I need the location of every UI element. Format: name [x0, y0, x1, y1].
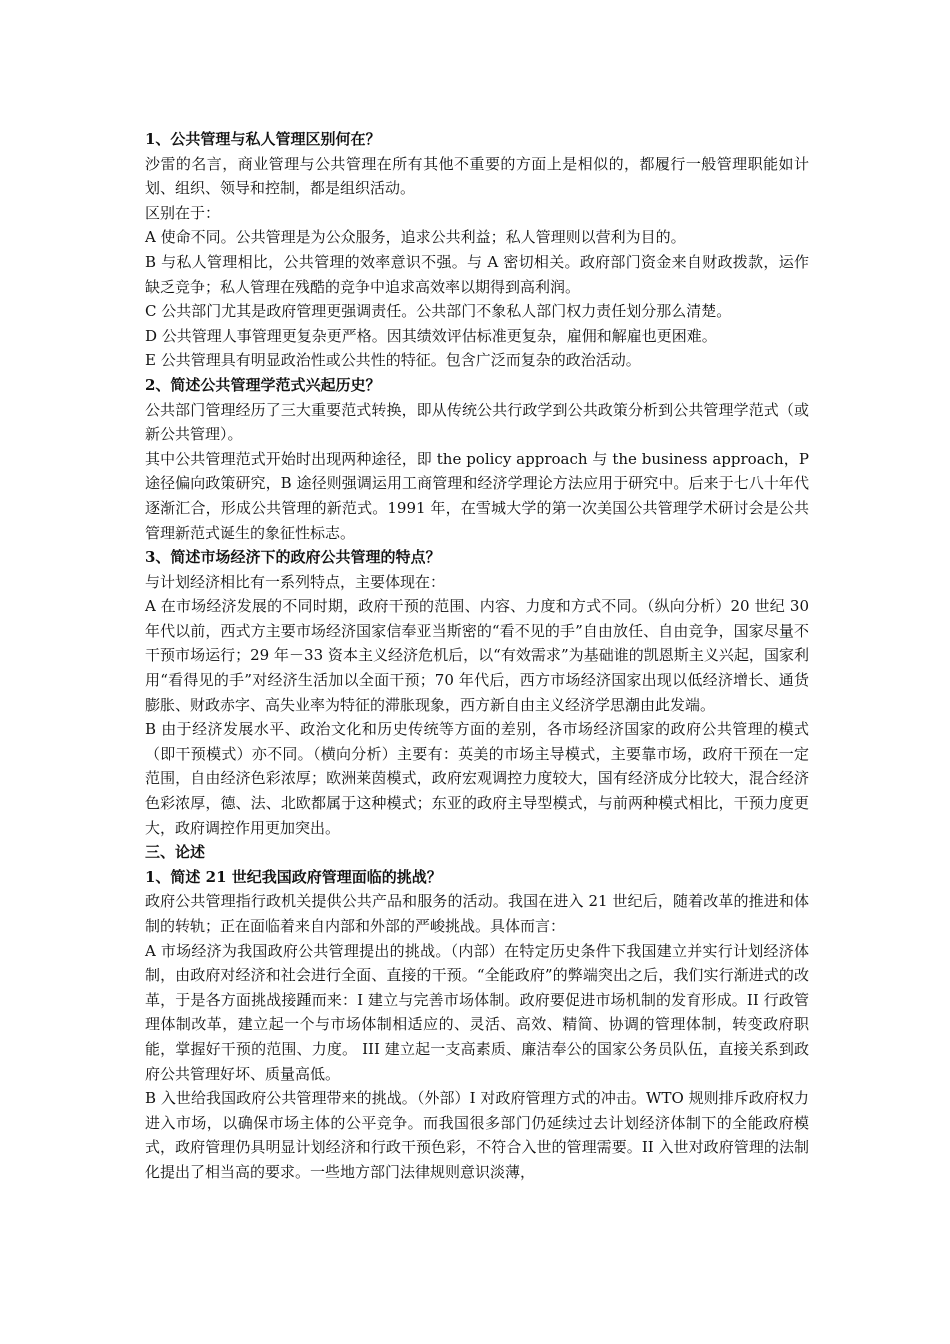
paragraph: B 与私人管理相比，公共管理的效率意识不强。与 A 密切相关。政府部门资金来自财政拨款，运作缺乏竞争；私人管理在残酷的竞争中追求高效率以期得到高利润。 — [145, 252, 809, 296]
paragraph: 其中公共管理范式开始时出现两种途径，即 the policy approach 与 the business approach，P 途径偏向政策研究，B 途径则强调运用工商管理和经济学理论方法应用于研究中。后来于七八十年代逐渐汇合，形成公共管理的新范式。1991 年，在雪城大学的第一次美国公共管理学术研讨会是公共管理新范式诞生的象征性标志。 — [145, 449, 809, 542]
paragraph: 公共部门管理经历了三大重要范式转换，即从传统公共行政学到公共政策分析到公共管理学范式（或新公共管理）。 — [145, 400, 809, 444]
paragraph: 与计划经济相比有一系列特点，主要体现在： — [145, 572, 446, 591]
paragraph: 沙雷的名言，商业管理与公共管理在所有其他不重要的方面上是相似的，都履行一般管理职能如计划、组织、领导和控制，都是组织活动。 — [145, 154, 809, 198]
section-heading: 1、简述 21 世纪我国政府管理面临的挑战？ — [145, 867, 442, 886]
section-heading: 2、简述公共管理学范式兴起历史？ — [145, 375, 381, 394]
part-heading: 三、论述 — [145, 843, 206, 862]
paragraph: C 公共部门尤其是政府管理更强调责任。公共部门不象私人部门权力责任划分那么清楚。 — [145, 302, 732, 321]
paragraph: 区别在于： — [145, 203, 221, 222]
paragraph: 政府公共管理指行政机关提供公共产品和服务的活动。我国在进入 21 世纪后，随着改革的推进和体制的转轨；正在面临着来自内部和外部的严峻挑战。具体而言： — [145, 892, 809, 935]
paragraph: B 由于经济发展水平、政治文化和历史传统等方面的差别，各市场经济国家的政府公共管理的模式（即干预模式）亦不同。（横向分析）主要有：英美的市场主导模式，主要靠市场，政府干预在一定范围，自由经济色彩浓厚；欧洲莱茵模式，政府宏观调控力度较大，国有经济成分比较大，混合经济色彩浓厚，德、法、北欧都属于这种模式；东亚的政府主导型模式，与前两种模式相比，干预力度更大，政府调控作用更加突出。 — [145, 720, 809, 837]
paragraph: A 市场经济为我国政府公共管理提出的挑战。（内部）在特定历史条件下我国建立并实行计划经济体制，由政府对经济和社会进行全面、直接的干预。“全能政府”的弊端突出之后，我们实行渐进式的改革，于是各方面挑战接踵而来：I 建立与完善市场体制。政府要促进市场机制的发育形成。II 行政管理体制改革，建立起一个与市场体制相适应的、灵活、高效、精简、协调的管理体制，转变政府职能，掌握好干预的范围、力度。 III 建立起一支高素质、廉洁奉公的国家公务员队伍，直接关系到政府公共管理好坏、质量高低。 — [145, 941, 809, 1083]
document-body — [145, 127, 809, 1185]
paragraph: B 入世给我国政府公共管理带来的挑战。（外部）I 对政府管理方式的冲击。WTO 规则排斥政府权力进入市场，以确保市场主体的公平竞争。而我国很多部门仍延续过去计划经济体制下的全能政府模式，政府管理仍具明显计划经济和行政干预色彩，不符合入世的管理需要。II 入世对政府管理的法制化提出了相当高的要求。一些地方部门法律规则意识淡薄， — [145, 1089, 809, 1181]
paragraph: A 使命不同。公共管理是为公众服务，追求公共利益；私人管理则以营利为目的。 — [145, 228, 686, 247]
section-heading: 3、简述市场经济下的政府公共管理的特点？ — [145, 548, 441, 567]
section-heading: 1、公共管理与私人管理区别何在？ — [145, 130, 381, 148]
paragraph: E 公共管理具有明显政治性或公共性的特征。包含广泛而复杂的政治活动。 — [145, 351, 641, 370]
paragraph: A 在市场经济发展的不同时期，政府干预的范围、内容、力度和方式不同。（纵向分析）20 世纪 30 年代以前，西式方主要市场经济国家信奉亚当斯密的“看不见的手”自由放任、自由竞争，国家尽量不干预市场运行；29 年－33 资本主义经济危机后，以“有效需求”为基础谁的凯恩斯主义兴起，国家利用“看得见的手”对经济生活加以全面干预；70 年代后，西方市场经济国家出现以低经济增长、通货膨胀、财政赤字、高失业率为特征的滞胀现象，西方新自由主义经济学思潮由此发端。 — [145, 597, 809, 714]
paragraph: D 公共管理人事管理更复杂更严格。因其绩效评估标准更复杂，雇佣和解雇也更困难。 — [145, 326, 717, 345]
